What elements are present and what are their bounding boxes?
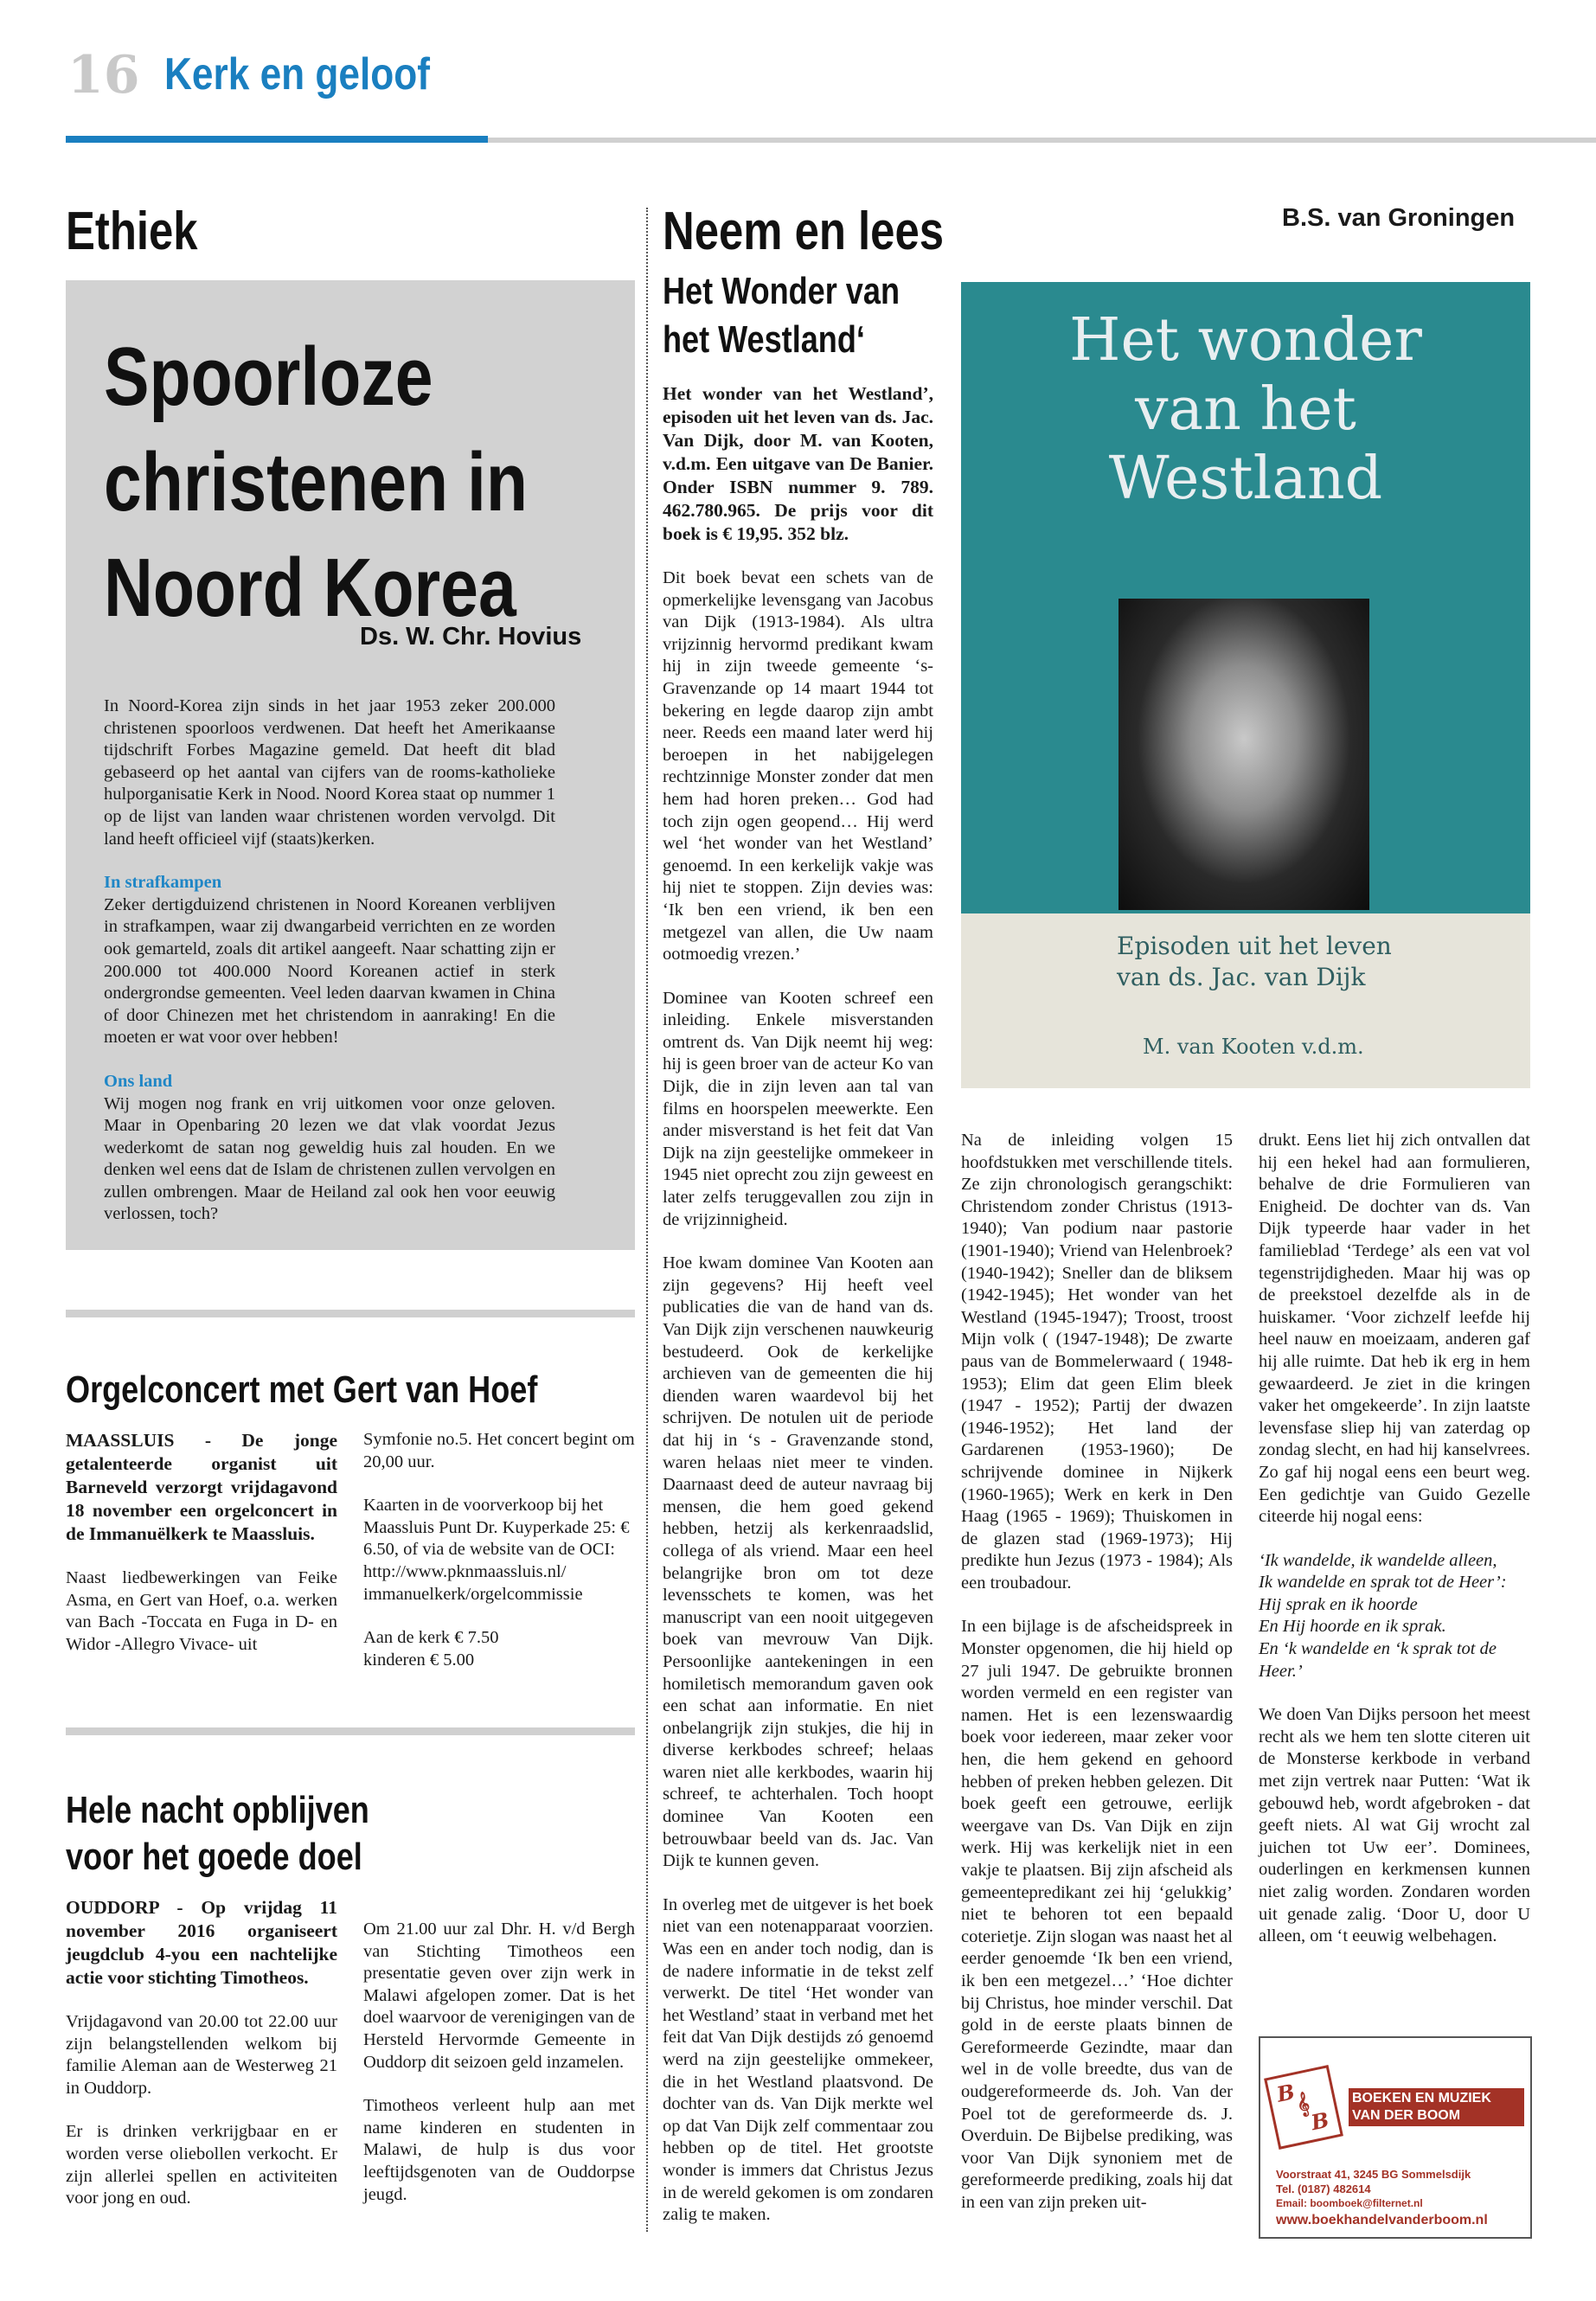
ad-email[interactable]: Email: boomboek@filternet.nl xyxy=(1276,2197,1423,2209)
paragraph: Timotheos verleent hulp aan met name kinderen en studenten in Malawi, de hulp is dus voor leeftijdsgenoten van de Ouddorpse jeugd. xyxy=(363,2096,635,2204)
divider xyxy=(66,1310,635,1317)
column-divider xyxy=(646,208,648,2232)
nacht-title-2: voor het goede doel xyxy=(66,1836,362,1878)
paragraph: Na de inleiding volgen 15 hoofdstukken met verschillende titels. Ze zijn chronologisch gerangschikt: Christendom zonder Christus (1913-1940); Van podium naar pastorie (1901-1940); Vriend van Helenbroek? (1940-1942); Sneller dan de bliksem (1942-1945); Het wonder van het Westland (1945-1947); Troost, troost Mijn volk ( (1947-1948); De zwarte paus van de Bommelerwaard ( 1948-1953); Elim dat geen Elim bleek (1947 - 1952); Partij der dwazen (1946-1952); Het land der Gardarenen (1953-1960); De schrijvende dominee in Nijkerk (1960-1965); Werk en kerk in Den Haag (1965 - 1969); Thuiskomen in de glazen stad (1969-1973); Hij predikte hun Jezus (1973 - 1984); Als een troubadour. xyxy=(961,1131,1233,1593)
paragraph: We doen Van Dijks persoon het meest recht als we hem ten slotte citeren uit de Monsterse kerkbode in verband met zijn vertrek naar Putten: ‘Wat ik gebouwd heb, wordt afgebroken - dat geeft niets. Al wat Gij wrocht zal juichen tot Uw eer’. Dominees, ouderlingen en kerkmensen kunnen niet zalig worden. Zondaren worden uit genade zalig. ‘Door U, door U alleen, om ‘t eeuwig welbehagen. xyxy=(1259,1705,1530,1946)
section-title: Kerk en geloof xyxy=(164,49,431,99)
author-portrait xyxy=(1118,599,1369,910)
paragraph: Wij mogen nog frank en vrij uitkomen voor onze geloven. Maar in Openbaring 20 lezen we dat vlak voordat Jezus wederkomt de satan nog geweldig huis zal houden. En we denken wel eens dat de Islam de christenen zullen vervolgen en zullen ombrengen. Maar de Heiland zal ook hen voor eeuwig verlossen, toch? xyxy=(104,1093,555,1224)
paragraph: Kaarten in de voorverkoop bij het Maassluis Punt Dr. Kuyperkade 25: € 6.50, of via de website van de OCI: http://www.pknmaassluis.nl/ immanuelkerk/orgelcommissie xyxy=(363,1496,630,1604)
book-title-2: het Westland‘ xyxy=(663,318,865,361)
paragraph: Zeker dertigduizend christenen in Noord Koreanen verblijven in strafkampen, waar zij dwangarbeid verrichten en ze worden ook gemarteld, zoals dit artikel aangeeft. Naar schatting zijn er 200.000 tot 400.000 Noord Koreanen actief in sterk ondergrondse gemeenten. Veel leden daarvan kwamen in China of door Chinezen met het christendom in aanraking! En die moeten er wat voor over hebben! xyxy=(104,894,555,1048)
paragraph: Symfonie no.5. Het concert begint om 20,00 uur. xyxy=(363,1430,635,1471)
neem-col1 xyxy=(663,382,933,2248)
subheading: Ons land xyxy=(104,1071,173,1091)
paragraph: Er is drinken verkrijgbaar en er worden verse oliebollen verkocht. Er zijn allerlei spellen en activiteiten voor jong en oud. xyxy=(66,2122,337,2208)
ethiek-title: Spoorloze christenen in Noord Korea xyxy=(104,330,528,634)
nacht-col2 xyxy=(363,1919,635,2227)
book-cover xyxy=(961,282,1530,1088)
cover-subtitle: Episoden uit het leven van ds. Jac. van Dijk xyxy=(1117,932,1392,991)
ad-phone: Tel. (0187) 482614 xyxy=(1276,2182,1371,2195)
book-title-1: Het Wonder van xyxy=(663,270,900,312)
nacht-col1 xyxy=(66,1896,337,2232)
paragraph: Vrijdagavond van 20.00 tot 22.00 uur zijn belangstellenden welkom bij familie Aleman aan de Westerweg 21 in Ouddorp. xyxy=(66,2012,337,2098)
paragraph: In overleg met de uitgever is het boek niet van een notenapparaat voorzien. Was een en ander toch nodig, dan is de nadere informatie in de tekst zelf verwerkt. De titel ‘Het wonder van het Westland’ staat in verband met het feit dat Van Dijk destijds zó genoemd werd na zijn geestelijke ommekeer, die in het Westland plaatsvond. De dochter van ds. Van Dijk merkte wel op dat Van Dijk zelf commentaar zou hebben op de titel. Het grootste wonder is immers dat Christus Jezus in de wereld gekomen is om zondaren zalig te maken. xyxy=(663,1894,933,2225)
orgel-col1 xyxy=(66,1429,337,1677)
paragraph: Naast liedbewerkingen van Feike Asma, en Gert van Hoef, o.a. werken van Bach -Toccata en Fuga in D- en Widor -Allegro Vivace- uit xyxy=(66,1568,337,1654)
advertisement[interactable] xyxy=(1259,2036,1532,2239)
ad-website[interactable]: www.boekhandelvanderboom.nl xyxy=(1276,2213,1488,2227)
subheading: In strafkampen xyxy=(104,873,222,893)
neem-kicker: Neem en lees xyxy=(663,202,945,261)
paragraph: In Noord-Korea zijn sinds in het jaar 1953 zeker 200.000 christenen spoorloos verdwenen. Dat heeft het Amerikaanse tijdschrift Forbes Magazine gemeld. Dat heeft dit blad gebaseerd op het aantal van cijfers van de rooms-katholieke hulporganisatie Kerk in Nood. Noord Korea staat op nummer 1 op de lijst van landen waar christenen worden vervolgd. Dit land heeft officieel vijf (staats)kerken. xyxy=(104,696,555,849)
poem: ‘Ik wandelde, ik wandelde alleen, Ik wandelde en sprak tot de Heer’: Hij sprak en ik hoorde En Hij hoorde en ik sprak. En ‘k wandelde en ‘k sprak tot de Heer.’ xyxy=(1259,1550,1507,1681)
paragraph: Dominee van Kooten schreef een inleiding. Enkele misverstanden omtrent ds. Van Dijk neemt hij weg: hij is geen broer van de acteur Ko van Dijk, die in zijn leven aan tal van films en hoorspelen meewerkte. Een ander misverstand is het feit dat Van Dijk na zijn geestelijke ommekeer in 1945 niet oprecht zou zijn geweest en later zelfs teruggevallen zou zijn in de vrijzinnigheid. xyxy=(663,988,933,1229)
section-bar xyxy=(66,136,488,143)
book-music-logo-icon: B 𝄞 B xyxy=(1264,2065,1343,2150)
paragraph: Dit boek bevat een schets van de opmerkelijke levensgang van Jacobus van Dijk (1913-1984). Als ultra vrijzinnig hervormd predikant kwam hij in zijn tweede gemeente ‘s-Gravenzande op 14 maart 1944 tot bekering en legde daarop zijn ambt neer. Reeds een maand later werd hij beroepen in het nabijgelegen rechtzinnige Monster zonder dat men hem had horen preken… God had toch zijn ogen geopend… Hij werd wel ‘het wonder van het Westland’ genoemd. In een kerkelijk vakje was hij niet te stoppen. Zijn devies was: ‘Ik ben een vriend, ik ben een metgezel van allen, die Uw naam ootmoedig vrezen.’ xyxy=(663,568,933,965)
lead: Het wonder van het Westland’, episoden uit het leven van ds. Jac. Van Dijk, door M. van Kooten, v.d.m. Een uitgave van De Banier. Onder ISBN nummer 9. 789. 462.780.965. De prijs voor dit boek is € 19,95. 352 blz. xyxy=(663,383,933,544)
cover-author: M. van Kooten v.d.m. xyxy=(1143,1035,1364,1059)
neem-col3 xyxy=(1259,1130,1530,1970)
orgel-col2 xyxy=(363,1429,635,1693)
cover-title: Het wonder van het Westland xyxy=(1069,306,1422,513)
page-number: 16 xyxy=(67,45,140,106)
ethiek-body xyxy=(104,695,555,1247)
price: kinderen € 5.00 xyxy=(363,1650,475,1670)
byline: B.S. van Groningen xyxy=(1282,204,1516,232)
lead: OUDDORP - Op vrijdag 11 november 2016 organiseert jeugdclub 4-you een nachtelijke actie voor stichting Timotheos. xyxy=(66,1897,337,1988)
ethiek-author: Ds. W. Chr. Hovius xyxy=(360,623,582,651)
ad-banner: BOEKEN EN MUZIEK VAN DER BOOM xyxy=(1349,2088,1524,2126)
neem-col2 xyxy=(961,1130,1233,2236)
header-rule xyxy=(488,138,1596,143)
orgel-title: Orgelconcert met Gert van Hoef xyxy=(66,1368,538,1411)
nacht-title-1: Hele nacht opblijven xyxy=(66,1789,369,1831)
divider xyxy=(66,1727,635,1735)
paragraph: Om 21.00 uur zal Dhr. H. v/d Bergh van Stichting Timotheos een presentatie geven over zijn werk in Malawi afgelopen zomer. Dat is het doel waarvoor de verenigingen van de Hersteld Hervormde Gemeente in Ouddorp dit seizoen geld inzamelen. xyxy=(363,1920,635,2072)
paragraph: drukt. Eens liet hij zich ontvallen dat hij een hekel had aan formulieren, behalve de drie Formulieren van Enigheid. De dochter van ds. Van Dijk typeerde haar vader in het familieblad ‘Terdege’ als een vat vol tegenstrijdigheden. Maar hij was op de preekstoel dezelfde als in de huiskamer. ‘Voor zichzelf leefde hij heel nauw en moeizaam, anderen gaf hij alle ruimte. Dat heb ik erg in hem gewaardeerd. Je ziet in die kringen vaker het omgekeerde’. In zijn laatste levensfase sliep hij van zaterdag op zondag slecht, en had hij kanselvrees. Zo gaf hij nogal eens een beurt weg. Een gedichtje van Guido Gezelle citeerde hij nogal eens: xyxy=(1259,1131,1530,1527)
ad-address: Voorstraat 41, 3245 BG Sommelsdijk xyxy=(1276,2168,1471,2181)
paragraph: Hoe kwam dominee Van Kooten aan zijn gegevens? Hij heeft veel publicaties die van de hand van ds. Van Dijk zijn verschenen nauwkeurig bestudeerd. Ook de kerkelijke archieven van de gemeenten die hij dienden waren waardevol bij het schrijven. De notulen uit de periode dat hij in ‘s - Gravenzande stond, waren helaas niet meer te vinden. Daarnaast deed de auteur navraag bij mensen, die hem goed gekend hebben, hetzij als kerkenraadslid, collega of als vriend. Maar een heel belangrijke bron om tot deze levensschets te komen, was het manuscript van een nooit uitgegeven boek van mevrouw Van Dijk. Persoonlijke aantekeningen in een homiletisch memorandum gaven ook een schat aan informatie. En niet onbelangrijk zijn stukjes, die hij in diverse kerkbodes schreef; helaas waren niet alle kerkbodes, waarin hij schreef, te achterhalen. Toch hoopt dominee Van Kooten een betrouwbaar beeld van ds. Jac. Van Dijk te kunnen geven. xyxy=(663,1253,933,1871)
paragraph: In een bijlage is de afscheidspreek in Monster opgenomen, die hij hield op 27 juli 1947. De gebruikte bronnen worden vermeld en een register van namen. Het is een lezenswaardig boek voor iedereen, maar zeker voor hen, die hem gekend en gehoord hebben of preken hebben gelezen. Dit boek geeft een getrouwe, eerlijk weergave van Ds. Van Dijk en zijn werk. Hij was kerkelijk niet in een vakje te plaatsen. Bij zijn afscheid als gemeentepredikant zei hij ‘gelukkig’ niet te behoren tot een bepaald coterietje. Zijn slogan was naast het al eerder genoemde ‘Ik ben een vriend, ik ben een metgezel…’ ‘Hoe dichter bij Christus, hoe minder verschil. Dat gold in de eerste plaats binnen de Gereformeerde Gezindte, maar dan wel in de volle breedte, dus van de oudgereformeerde ds. Joh. Van der Poel tot de gereformeerde ds. J. Overduin. De Bijbelse prediking, was voor Van Dijk synoniem met de gereformeerde prediking, zoals hij dat in een van zijn preken uit- xyxy=(961,1617,1233,2212)
price: Aan de kerk € 7.50 xyxy=(363,1628,499,1648)
ethiek-kicker: Ethiek xyxy=(66,202,198,261)
lead: MAASSLUIS - De jonge getalenteerde organist uit Barneveld verzorgt vrijdagavond 18 november een orgelconcert in de Immanuëlkerk te Maassluis. xyxy=(66,1430,337,1544)
